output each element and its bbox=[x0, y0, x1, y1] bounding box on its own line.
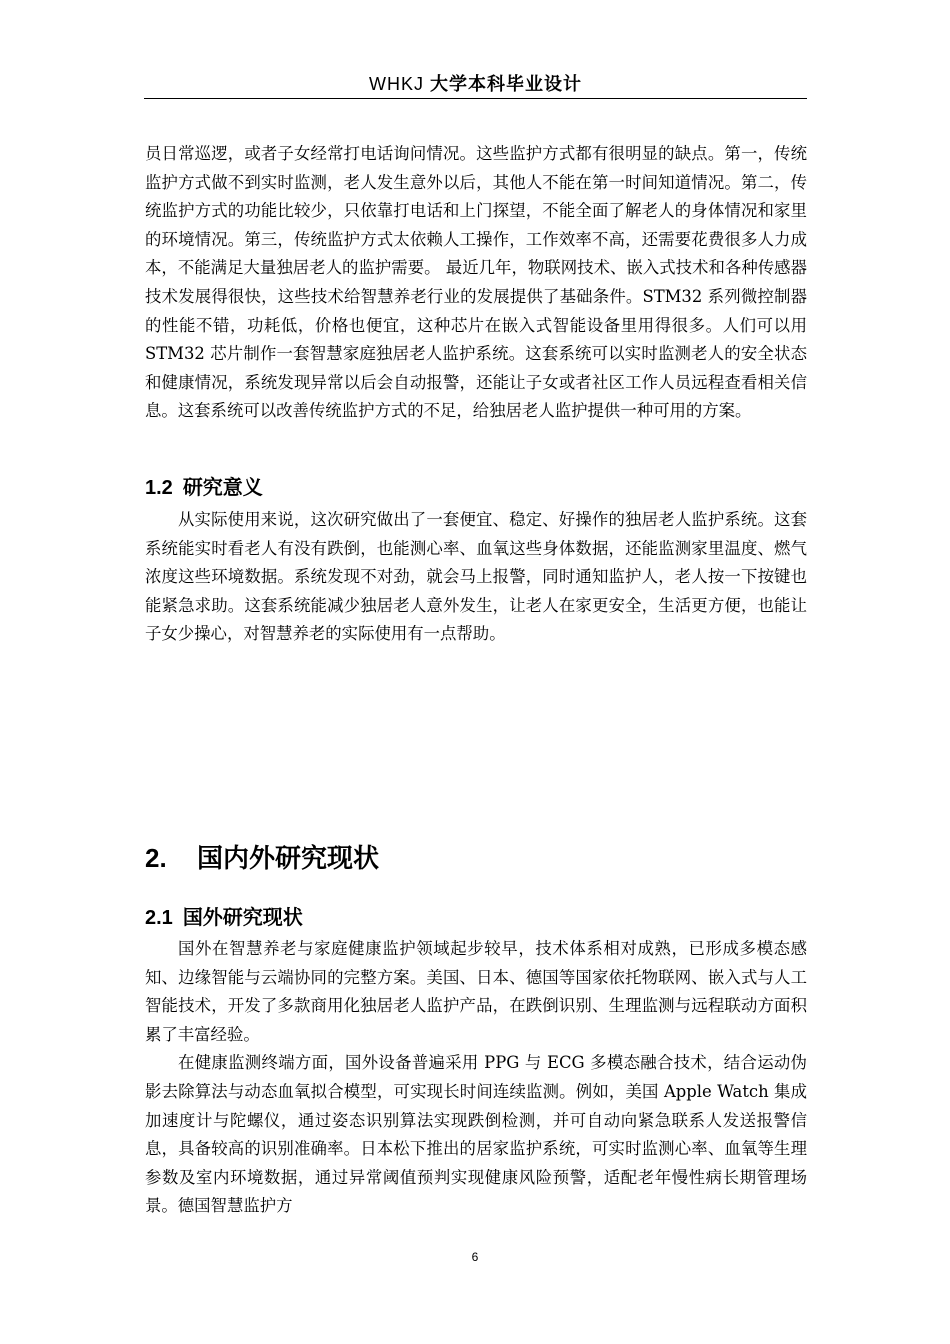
section-number: 1.2 bbox=[145, 477, 173, 499]
chapter-number: 2. bbox=[145, 843, 167, 873]
chapter-title: 国内外研究现状 bbox=[197, 844, 380, 874]
chapter-heading-2 bbox=[145, 840, 379, 877]
section-title: 研究意义 bbox=[182, 475, 263, 499]
section-heading-1-2 bbox=[145, 473, 263, 502]
paragraph: 员日常巡逻，或者子女经常打电话询问情况。这些监护方式都有很明显的缺点。第一，传统监护方式做不到实时监测，老人发生意外以后，其他人不能在第一时间知道情况。第二，传统监护方式的功能比较少，只依靠打电话和上门探望，不能全面了解老人的身体情况和家里的环境情况。第三，传统监护方式太依赖人工操作，工作效率不高，还需要花费很多人力成本，不能满足大量独居老人的监护需要。 最近几年，物联网技术、嵌入式技术和各种传感器技术发展得很快，这些技术给智慧养老行业的发展提供了基础条件。STM32 系列微控制器的性能不错，功耗低，价格也便宜，这种芯片在嵌入式智能设备里用得很多。人们可以用 STM32 芯片制作一套智慧家庭独居老人监护系统。这套系统可以实时监测老人的安全状态和健康情况，系统发现异常以后会自动报警，还能让子女或者社区工作人员远程查看相关信息。这套系统可以改善传统监护方式的不足，给独居老人监护提供一种可用的方案。 bbox=[145, 144, 807, 421]
page-number: 6 bbox=[471, 1250, 479, 1264]
header-title: 大学本科毕业设计 bbox=[430, 74, 582, 95]
body-text-1-2 bbox=[145, 506, 807, 649]
page-header bbox=[144, 70, 807, 99]
paragraph: 从实际使用来说，这次研究做出了一套便宜、稳定、好操作的独居老人监护系统。这套系统能实时看老人有没有跌倒，也能测心率、血氧这些身体数据，还能监测家里温度、燃气浓度这些环境数据。系统发现不对劲，就会马上报警，同时通知监护人，老人按一下按键也能紧急求助。这套系统能减少独居老人意外发生，让老人在家更安全，生活更方便，也能让子女少操心，对智慧养老的实际使用有一点帮助。 bbox=[145, 510, 807, 644]
header-latin: WHKJ bbox=[369, 74, 430, 94]
section-number: 2.1 bbox=[145, 907, 173, 929]
body-text-top bbox=[145, 140, 807, 426]
paragraph: 在健康监测终端方面，国外设备普遍采用 PPG 与 ECG 多模态融合技术，结合运动伪影去除算法与动态血氧拟合模型，可实现长时间连续监测。例如，美国 Apple Watch 集成加速度计与陀螺仪，通过姿态识别算法实现跌倒检测，并可自动向紧急联系人发送报警信息，具备较高的识别准确率。日本松下推出的居家监护系统，可实时监测心率、血氧等生理参数及室内环境数据，通过异常阈值预判实现健康风险预警，适配老年慢性病长期管理场景。德国智慧监护方 bbox=[145, 1053, 807, 1216]
paragraph: 国外在智慧养老与家庭健康监护领域起步较早，技术体系相对成熟，已形成多模态感知、边缘智能与云端协同的完整方案。美国、日本、德国等国家依托物联网、嵌入式与人工智能技术，开发了多款商用化独居老人监护产品，在跌倒识别、生理监测与远程联动方面积累了丰富经验。 bbox=[145, 939, 807, 1044]
section-title: 国外研究现状 bbox=[182, 905, 303, 929]
body-text-2-1 bbox=[145, 935, 807, 1221]
section-heading-2-1 bbox=[145, 903, 303, 932]
